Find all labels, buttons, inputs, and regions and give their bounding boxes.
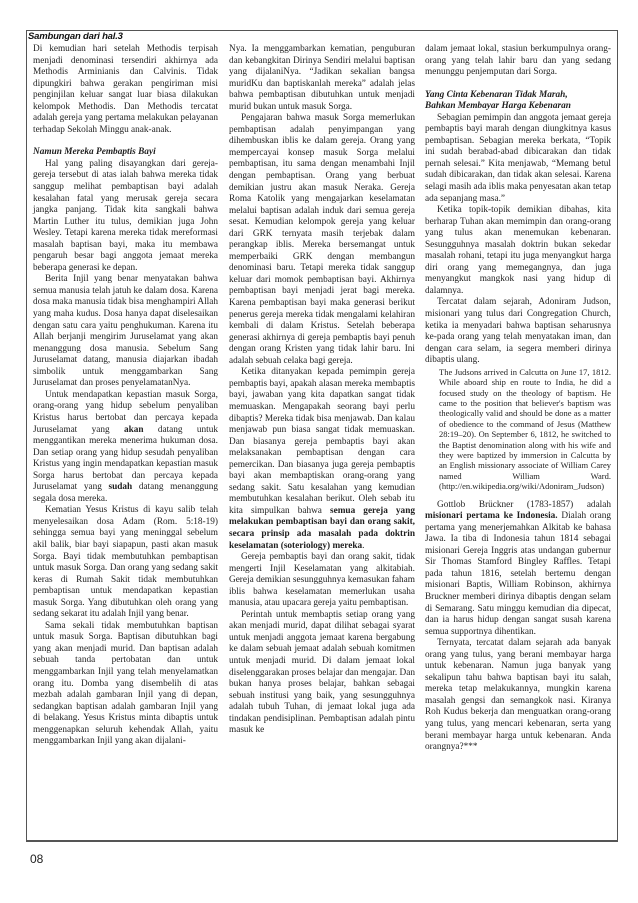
paragraph: Sebagian pemimpin dan anggota jemaat gereja pembaptis bayi marah dengan diungkitnya kasus pembaptisan. Sebagian mereka berkata, “Topik ini sudah berabad-abad dibicarakan dan tidak pernah selesai.” Kita menjawab, “Memang betul sudah dibicarakan, dan tidak akan selesai. Karena selagi masih ada iblis maka penyesatan akan tetap ada sepanjang masa.” [425, 112, 611, 204]
paragraph: Untuk mendapatkan kepastian masuk Sorga, orang-orang yang hidup sebelum penyaliban Kristus harus bertobat dan percaya kepada Juruselamat yang akan datang untuk menggantikan mereka menerima hukuman dosa. Dan setiap orang yang hidup sesudah penyaliban Kristus yang ingin mendapatkan kepastian masuk Sorga harus bertobat dan percaya kepada Juruselamat yang sudah datang menanggung segala dosa mereka. [33, 389, 219, 504]
article-column-1 [33, 44, 218, 748]
paragraph: Ketika ditanyakan kepada pemimpin gereja pembaptis bayi, apakah alasan mereka membaptis bayi, jawaban yang kita dapatkan sangat tidak memuaskan. Mengapakah seorang bayi perlu dibaptis? Mereka tidak bisa menjawab. Dan kalau menjawab pun biasa sangat tidak memuaskan. Dan biasanya gereja pembaptis bayi akan melaksanakan pembaptisan dengan cara pemercikan. Dan biasanya juga gereja pembaptis bayi akan membaptiskan orang-orang yang sedang sakit. Satu kesalahan yang kemudian membutuhkan kesalahan berikut. Oleh sebab itu kita simpulkan bahwa semua gereja yang melakukan pembaptisan bayi dan orang sakit, secara prinsip ada masalah pada doktrin keselamatan (soteriology) mereka. [229, 367, 415, 551]
block-quote: The Judsons arrived in Calcutta on June 17, 1812. While aboard ship en route to India, he did a focused study on the theology of baptism. He came to the position that believer's baptism was theologically valid and should be done as a matter of obedience to the command of Jesus (Matthew 28:19–20). On September 6, 1812, he switched to the Baptist denomination along with his wife and they were baptized by immersion in Calcutta by an English missionary associate of William Carey named William Ward. (http://en.wikipedia.org/wiki/Adoniram_Judson) [439, 366, 611, 492]
bold-emphasis: akan [123, 424, 144, 435]
bold-emphasis: misionari pertama ke Indonesia. [425, 511, 558, 522]
paragraph: Tercatat dalam sejarah, Adoniram Judson, misionari yang tulus dari Congregation Church, ketika ia menyadari bahwa baptisan seharusnya ke-pada orang yang telah menyatakan iman, dan dengan cara selam, ia segera memberi dirinya dibaptis ulang. [425, 297, 611, 366]
section-heading: Yang Cinta Kebenaran Tidak Marah, [425, 89, 568, 100]
section-heading: Namun Mereka Pembaptis Bayi [33, 147, 156, 158]
page-number: 08 [30, 852, 44, 866]
article-column-3 [425, 44, 611, 754]
paragraph: Di kemudian hari setelah Methodis terpisah menjadi denominasi tersendiri akhirnya ada Methodis Arminianis dan Calvinis. Tidak dipungkiri bahwa gerakan pengiriman misi penginjilan keluar sangat luar biasa dilakukan kelompok Methodis. Dan Methodis tercatat adalah gereja yang pertama melakukan pelayanan terhadap Sekolah Minggu anak-anak. [33, 44, 218, 135]
continued-from-label: Sambungan dari hal.3 [28, 31, 123, 42]
paragraph: Sama sekali tidak membutuhkan baptisan untuk masuk Sorga. Baptisan dibutuhkan bagi yang akan menjadi murid. Dan baptisan adalah sebuah tanda pertobatan dan untuk menggambarkan Injil yang telah menyelamatkan orang itu. Domba yang disembelih di atas mezbah adalah gambaran Injil yang di depan, sedangkan baptisan adalah gambaran Injil yang di belakang. Yesus Kristus minta dibaptis untuk menggenapkan seluruh kehendak Allah, yaitu menggambarkan Injil yang akan dijalani- [33, 620, 218, 747]
paragraph: Berita Injil yang benar menyatakan bahwa semua manusia telah jatuh ke dalam dosa. Karena dosa maka manusia tidak bisa menghampiri Allah yang maha kudus. Dosa hanya dapat diselesaikan dengan satu cara yaitu penghukuman. Karena itu Allah berjanji mengirim Juruselamat yang akan menanggung dosa manusia. Sebelum Sang Juruselamat datang, manusia diajarkan ibadah simbolik untuk menggambarkan Sang Juruselamat dan proses penyelamatanNya. [33, 274, 218, 389]
paragraph: Gottlob Brückner (1783-1857) adalah misionari pertama ke Indonesia. Dialah orang pertama yang menerjemahkan Alkitab ke bahasa Jawa. Ia tiba di Indonesia tahun 1814 sebagai misionari Gereja Inggris atas undangan gubernur Sir Thomas Stamford Bingley Raffles. Tetapi pada tahun 1816, setelah bertemu dengan misionari Baptis, William Robinson, akhirnya Bruckner memberi dirinya dibaptis dengan selam di Semarang. Satu minggu kemudian dia dipecat, dan ia harus hidup dengan sangat susah karena semua supportnya dihentikan. [425, 499, 611, 637]
paragraph: Ternyata, tercatat dalam sejarah ada banyak orang yang tulus, yang berani membayar harga untuk kebenaran. Namun juga banyak yang sekalipun tahu bahwa baptisan bayi itu salah, mereka tetap melakukannya, mungkin karena masalah gengsi dan semangkok nasi. Kiranya Roh Kudus bekerja dan menguatkan orang-orang yang tulus, yang mencari kebenaran, serta yang berani membayar harga untuk kebenaran. Anda orangnya?*** [425, 638, 611, 753]
paragraph: Pengajaran bahwa masuk Sorga memerlukan pembaptisan adalah penyimpangan yang dihembuskan iblis ke dalam gereja. Orang yang mempercayai konsep masuk Sorga melalui pembaptisan, itu sama dengan menambahi Injil dengan pembaptisan. Orang yang berbuat demikian justru akan masuk Neraka. Gereja Roma Katolik yang mengajarkan keselamatan melalui baptisan adalah induk dari semua gereja sesat. Kemudian kelompok gereja yang keluar dari GRK ternyata masih terjebak dalam perangkap iblis. Mereka bersemangat untuk memperbaiki GRK dengan membangun denominasi baru. Tetapi mereka tidak sanggup keluar dari momok pembaptisan bayi. Akhirnya pembaptisan bayi menjadi jerat bagi mereka. Karena pembaptisan bayi maka generasi berikut penerus gereja mereka tidak mengalami kelahiran kembali di dalam Kristus. Setelah beberapa generasi akhirnya di gereja pembaptis bayi penuh dengan orang Kristen yang tidak lahir baru. Ini adalah sebuah celaka bagi gereja. [229, 113, 415, 366]
bold-conclusion: semua gereja yang melakukan pembaptisan bayi dan orang sakit, secara prinsip ada masalah pada doktrin keselamatan (soteriology) mereka [229, 505, 415, 551]
paragraph: dalam jemaat lokal, stasiun berkumpulnya orang-orang yang telah lahir baru dan yang sedang menunggu penjemputan dari Sorga. [425, 44, 611, 78]
footer-rule [26, 840, 618, 841]
article-column-2 [229, 44, 415, 737]
paragraph: Gereja pembaptis bayi dan orang sakit, tidak mengerti Injil Keselamatan yang alkitabiah. Gereja demikian sesungguhnya kemasukan faham iblis bahwa keselamatan memerlukan usaha manusia, atau upacara gereja yaitu pembaptisan. [229, 552, 415, 609]
paragraph: Perintah untuk membaptis setiap orang yang akan menjadi murid, dapat dilihat sebagai syarat untuk menjadi anggota jemaat karena bergabung ke dalam sebuah jemaat adalah sebuah komitmen untuk menjadi murid. Di dalam jemaat lokal diselenggarakan proses belajar dan mengajar. Dan bukan hanya proses belajar, bahkan sebagai sebuah institusi yang baik, yang sesungguhnya adalah tubuh Tuhan, di jemaat lokal juga ada tindakan pendisiplinan. Pembaptisan adalah pintu masuk ke [229, 609, 415, 736]
paragraph: Ketika topik-topik demikian dibahas, kita berharap Tuhan akan memimpin dan orang-orang yang tulus akan menemukan kebenaran. Sesungguhnya masalah doktrin bukan sekedar masalah rohani, tetapi itu juga menyangkut harga diri orang yang memegangnya, dan juga menyangkut mangkok nasi yang hidup di dalamnya. [425, 205, 611, 296]
paragraph: Hal yang paling disayangkan dari gereja-gereja tersebut di atas ialah bahwa mereka tidak sanggup melihat pembaptisan bayi adalah kesalahan fatal yang merusak gereja secara jangka panjang. Tidak kita sangkali bahwa Martin Luther itu tulus, demikian juga John Wesley. Tetapi karena mereka tidak mereformasi masalah baptisan bayi, maka itu membawa pengaruh besar bagi anggota jemaat mereka beberapa generasi ke depan. [33, 158, 218, 273]
section-heading: Bahkan Membayar Harga Kebenaran [425, 101, 571, 112]
paragraph: Kematian Yesus Kristus di kayu salib telah menyelesaikan dosa Adam (Rom. 5:18-19) sehingga semua bayi yang meninggal sebelum akil balik, biar bayi siapapun, pasti akan masuk Sorga. Bayi tidak membutuhkan pembaptisan untuk masuk Sorga. Dan orang yang sedang sakit keras di Rumah Sakit tidak membutuhkan pembaptisan untuk mendapatkan kepastian masuk Sorga. Yang dibutuhkan oleh orang yang sedang sekarat itu adalah Injil yang benar. [33, 505, 218, 620]
paragraph: Nya. Ia menggambarkan kematian, penguburan dan kebangkitan Dirinya Sendiri melalui baptisan yang dijalaniNya. “Jadikan sekalian bangsa muridKu dan baptiskanlah mereka” adalah jelas bahwa pembaptisan dibutuhkan untuk menjadi murid bukan untuk masuk Sorga. [229, 44, 415, 112]
bold-emphasis: sudah [108, 482, 133, 493]
